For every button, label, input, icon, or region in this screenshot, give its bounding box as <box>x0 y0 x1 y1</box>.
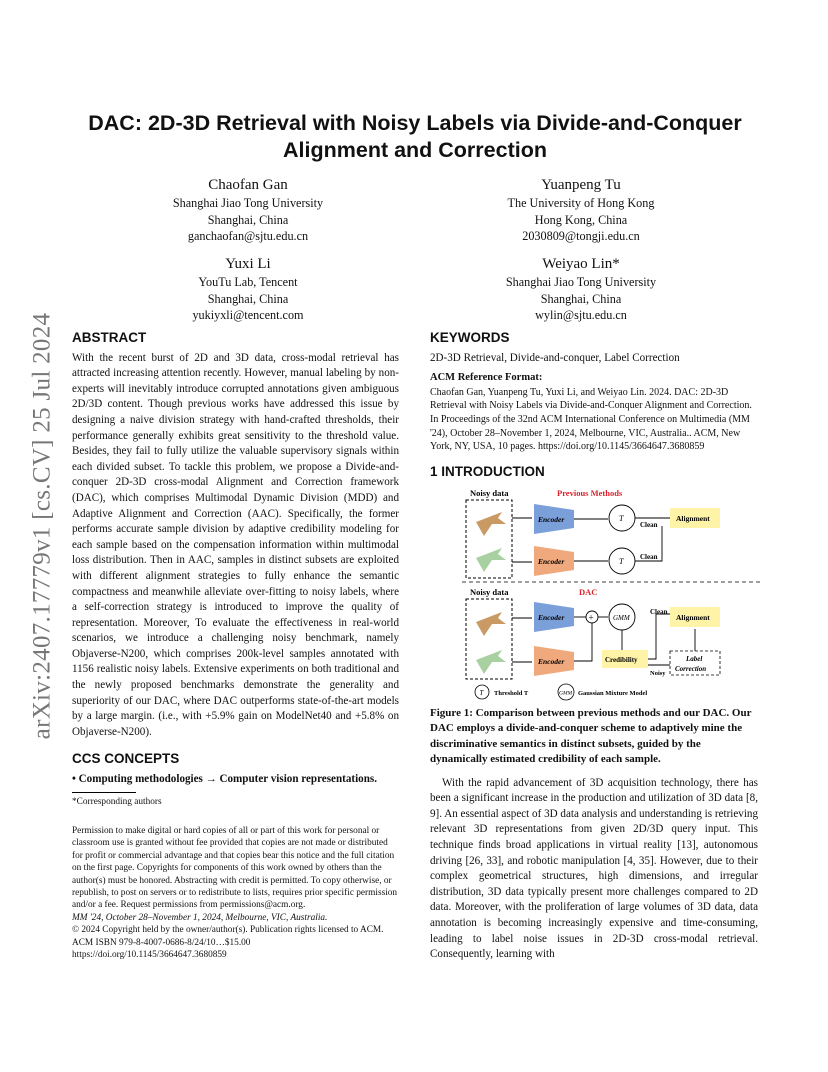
author-email: 2030809@tongji.edu.cn <box>522 229 640 243</box>
author-email: wylin@sjtu.edu.cn <box>535 308 627 322</box>
arxiv-identifier: arXiv:2407.17779v1 [cs.CV] 25 Jul 2024 <box>28 312 55 740</box>
author-name: Chaofan Gan <box>208 177 288 193</box>
copyright: © 2024 Copyright held by the owner/author(s). Publication rights licensed to ACM. <box>72 925 384 936</box>
clean-label: Clean <box>640 553 658 561</box>
airplane-sample-icon <box>476 650 506 674</box>
encoder-label: Encoder <box>538 613 565 622</box>
encoder-label: Encoder <box>538 557 565 566</box>
label-label: Label <box>686 655 703 663</box>
author-name: Yuxi Li <box>225 256 271 272</box>
airplane-sample-icon <box>476 612 506 636</box>
doi: https://doi.org/10.1145/3664647.3680859 <box>72 950 227 961</box>
author-location: Shanghai, China <box>540 291 622 306</box>
encoder-label: Encoder <box>538 515 565 524</box>
right-column-top <box>430 330 758 484</box>
intro-heading: 1 INTRODUCTION <box>430 463 545 479</box>
permission-notice: Permission to make digital or hard copies of all or part of this work for personal or classroom use is granted without fee provided that copies are not made or distributed for profit or commercial advantage and that copies bear this notice and the full citation on the first page. Copyrights for components of this work owned by others than the author(s) must be honored. Abstracting with credit is permitted. To copy otherwise, or republish, to post on servers or to redistribute to lists, requires prior specific permission and/or a fee. Request permissions from permissions@acm.org. <box>72 826 398 911</box>
figure-1-diagram <box>462 484 762 706</box>
author-affiliation: Shanghai Jiao Tong University <box>505 275 657 289</box>
paper-title: DAC: 2D-3D Retrieval with Noisy Labels via Divide-and-Conquer Alignment and Correction <box>88 111 742 162</box>
alignment-label: Alignment <box>676 514 710 523</box>
author-location: Shanghai, China <box>207 291 289 306</box>
previous-methods-title: Previous Methods <box>557 488 623 498</box>
footnote: *Corresponding authors <box>72 796 162 807</box>
acm-ref-heading: ACM Reference Format: <box>430 372 543 384</box>
venue: MM '24, October 28–November 1, 2024, Melbourne, VIC, Australia. <box>72 912 328 923</box>
noisy-data-label-bottom: Noisy data <box>470 587 509 597</box>
airplane-sample-icon <box>476 512 506 536</box>
author-block <box>128 175 368 245</box>
legend-gmm-text: Gaussian Mixture Model <box>578 690 648 697</box>
author-block <box>461 254 701 324</box>
encoder-label: Encoder <box>538 657 565 666</box>
author-affiliation: YouTu Lab, Tencent <box>198 275 298 289</box>
sum-symbol: + <box>588 612 594 623</box>
alignment-label: Alignment <box>676 613 710 622</box>
figure-caption: Figure 1: Comparison between previous methods and our DAC. Our DAC employs a divide-and-conquer scheme to adaptively mine the discriminative semantics in distinct subsets, guided by the dynamically estimated credibility of each sample. <box>430 707 752 766</box>
author-affiliation: The University of Hong Kong <box>507 196 655 210</box>
right-column-bottom <box>430 706 758 963</box>
threshold-symbol: T <box>619 557 624 566</box>
noisy-data-box-top <box>466 500 512 578</box>
author-email: ganchaofan@sjtu.edu.cn <box>187 229 309 243</box>
dac-title: DAC <box>579 587 598 597</box>
credibility-label: Credibility <box>605 656 638 664</box>
abstract-text: With the recent burst of 2D and 3D data, cross-modal retrieval has attracted increasing attention recently. However, manual labeling by non-experts will inevitably introduce corrupted annotations given ambiguous 2D/3D content. Though previous works have addressed this issue by designing a naive division strategy with hand-crafted thresholds, their performance generally exhibits great sensitivity to the threshold value. Besides, they fail to fully utilize the valuable supervisory signals within each divided subset. To tackle this problem, we propose a Divide-and-conquer 2D-3D cross-modal Alignment and Correction framework (DAC), which comprises Multimodal Dynamic Division (MDD) and Adaptive Alignment and Correction (AAC). Specifically, the former performs accurate sample division by adaptive credibility modeling for each sample based on the compensation information within multimodal loss distribution. Then in AAC, samples in distinct subsets are exploited with different alignment strategies to fully enhance the semantic compactness and meanwhile alleviate over-fitting to noisy labels, where a self-correction strategy is introduced to improve the quality of representation. Moreover, To evaluate the effectiveness in real-world scenarios, we introduce a challenging noisy benchmark, namely Objaverse-N200, which comprises 200k-level samples annotated with 1156 realistic noisy labels. Extensive experiments on both traditional and the newly proposed benchmarks demonstrate the generality and superiority of our DAC, where DAC outperforms state-of-the-art models by a large margin. (i.e., with +5.9% gain on ModelNet40 and +5.8% on Objaverse-N200). <box>72 351 399 738</box>
intro-text: With the rapid advancement of 3D acquisition technology, there has been a significant increase in the production and utilization of 3D data [8, 9]. An essential aspect of 3D data analysis and understanding is retrieving relevant 3D representations from given 2D/3D query input. This technique finds broad applications in virtual reality [13], autonomous driving [26, 33], and robotic manipulation [4, 35]. However, due to their complex geometrical structures, high dimensions, and irregular distribution, 3D data typically present more challenges compared to 2D data. Moreover, with the proliferation of large volumes of 3D data, data annotation is becoming increasingly expensive and time-consuming, leading to label noise issues in 2D-3D cross-modal retrieval. Consequently, learning with <box>430 776 758 961</box>
author-affiliation: Shanghai Jiao Tong University <box>172 196 324 210</box>
left-column <box>72 330 399 962</box>
threshold-symbol: T <box>619 514 624 523</box>
author-name: Yuanpeng Tu <box>541 177 621 193</box>
gmm-label: GMM <box>613 614 630 622</box>
clean-label: Clean <box>650 608 668 616</box>
keywords-text: 2D-3D Retrieval, Divide-and-conquer, Label Correction <box>430 351 680 364</box>
author-name: Weiyao Lin* <box>542 256 620 272</box>
author-block <box>461 175 701 245</box>
footnote-rule <box>72 792 136 793</box>
correction-label: Correction <box>675 665 707 673</box>
author-block <box>128 254 368 324</box>
ccs-heading: CCS CONCEPTS <box>72 751 180 767</box>
abstract-heading: ABSTRACT <box>72 330 147 345</box>
clean-label: Clean <box>640 521 658 529</box>
airplane-sample-icon <box>476 548 506 572</box>
author-location: Shanghai, China <box>207 212 289 227</box>
legend-threshold-text: Threshold T <box>494 690 529 697</box>
isbn: ACM ISBN 979-8-4007-0686-8/24/10…$15.00 <box>72 937 251 948</box>
legend-gmm-symbol: GMM <box>559 690 573 697</box>
noisy-data-label-top: Noisy data <box>470 488 509 498</box>
noisy-data-box-bottom <box>466 599 512 679</box>
author-location: Hong Kong, China <box>534 212 628 227</box>
acm-ref-text: Chaofan Gan, Yuanpeng Tu, Yuxi Li, and Weiyao Lin. 2024. DAC: 2D-3D Retrieval with Noisy Labels via Divide-and-Conquer Alignment and Correction. In Proceedings of the 32nd ACM International Conference on Multimedia (MM '24), October 28–November 1, 2024, Melbourne, VIC, Australia.. ACM, New York, NY, USA, 10 pages. https://doi.org/10.1145/3664647.3680859 <box>430 386 752 453</box>
ccs-text: • Computing methodologies → Computer vision representations. <box>72 773 377 786</box>
keywords-heading: KEYWORDS <box>430 330 510 345</box>
noisy-label: Noisy <box>650 670 666 677</box>
legend-threshold-symbol: T <box>479 689 484 697</box>
author-email: yukiyxli@tencent.com <box>192 308 304 322</box>
